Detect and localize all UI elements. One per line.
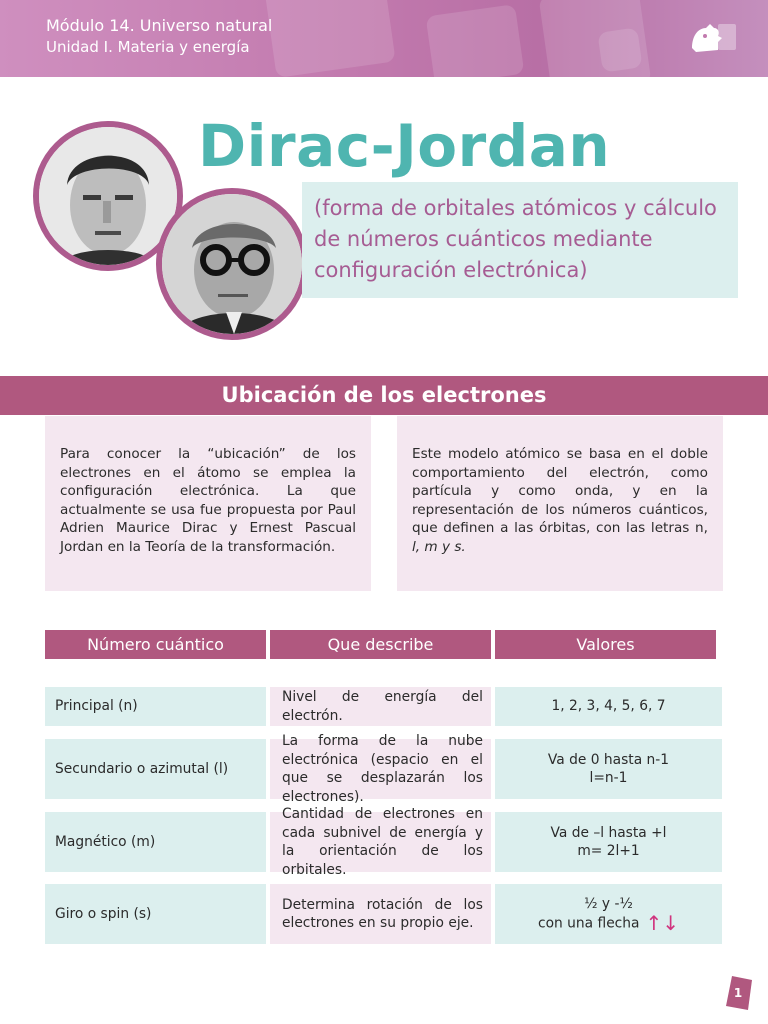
value-text: con una flecha — [538, 915, 640, 932]
table-cell-value — [495, 739, 722, 799]
table-cell-name: Principal (n) — [45, 687, 266, 726]
section-title: Ubicación de los electrones — [221, 383, 547, 407]
value-block — [551, 824, 667, 861]
table-cell-desc: Nivel de energía del electrón. — [270, 687, 491, 726]
value-block — [538, 895, 679, 935]
table-cell-value — [495, 812, 722, 872]
table-cell-value — [495, 687, 722, 726]
decor-shape — [426, 4, 525, 77]
unit-title: Unidad I. Materia y energía — [46, 38, 250, 56]
table-cell-name: Magnético (m) — [45, 812, 266, 872]
info-text-right — [412, 445, 708, 556]
page-title: Dirac-Jordan — [198, 112, 611, 180]
table-header-number: Número cuántico — [45, 630, 266, 659]
table-cell-value — [495, 884, 722, 944]
table-cell-desc: La forma de la nube electrónica (espacio en el que se desplazarán los electrones). — [270, 739, 491, 799]
value-formula: m= 2l+1 — [577, 843, 640, 859]
table-header-describes: Que describe — [270, 630, 491, 659]
page-number: 1 — [733, 986, 743, 1000]
value-line: Va de 0 hasta n-1 — [547, 751, 670, 768]
decor-shape — [264, 0, 395, 77]
value-formula: l=n-1 — [589, 770, 628, 786]
jordan-portrait — [156, 188, 308, 340]
value-block — [548, 751, 669, 788]
spin-arrows-icon: ↑↓ — [645, 910, 679, 935]
quantum-letters: l, m y s. — [412, 538, 466, 555]
info-text-left: Para conocer la “ubicación” de los electrones en el átomo se emplea la configuración electrónica. La que actualmente se usa fue propuesta por Paul Adrien Maurice Dirac y Ernest Pascual Jordan en la Teoría de la transformación. — [60, 446, 356, 555]
value-line-arrows — [538, 910, 679, 935]
info-text-right-main: Este modelo atómico se basa en el doble comportamiento del electrón, como partícula y como onda, y en la representación de los números cuánticos, que definen a las órbitas, con las letras n, — [412, 446, 708, 536]
value-line: 1, 2, 3, 4, 5, 6, 7 — [551, 698, 666, 715]
module-title: Módulo 14. Universo natural — [46, 16, 273, 35]
table-cell-name: Giro o spin (s) — [45, 884, 266, 944]
table-cell-name: Secundario o azimutal (l) — [45, 739, 266, 799]
table-cell-desc: Cantidad de electrones en cada subnivel de energía y la orientación de los orbitales. — [270, 812, 491, 872]
value-line: ½ y -½ — [584, 896, 633, 913]
table-cell-desc: Determina rotación de los electrones en su propio eje. — [270, 884, 491, 944]
decor-shape — [597, 27, 642, 72]
value-line: Va de –l hasta +l — [550, 824, 667, 841]
table-header-values: Valores — [495, 630, 716, 659]
page-subtitle: (forma de orbitales atómicos y cálculo de números cuánticos mediante configuración electrónica) — [314, 196, 717, 282]
prepa-logo-icon — [688, 18, 738, 58]
